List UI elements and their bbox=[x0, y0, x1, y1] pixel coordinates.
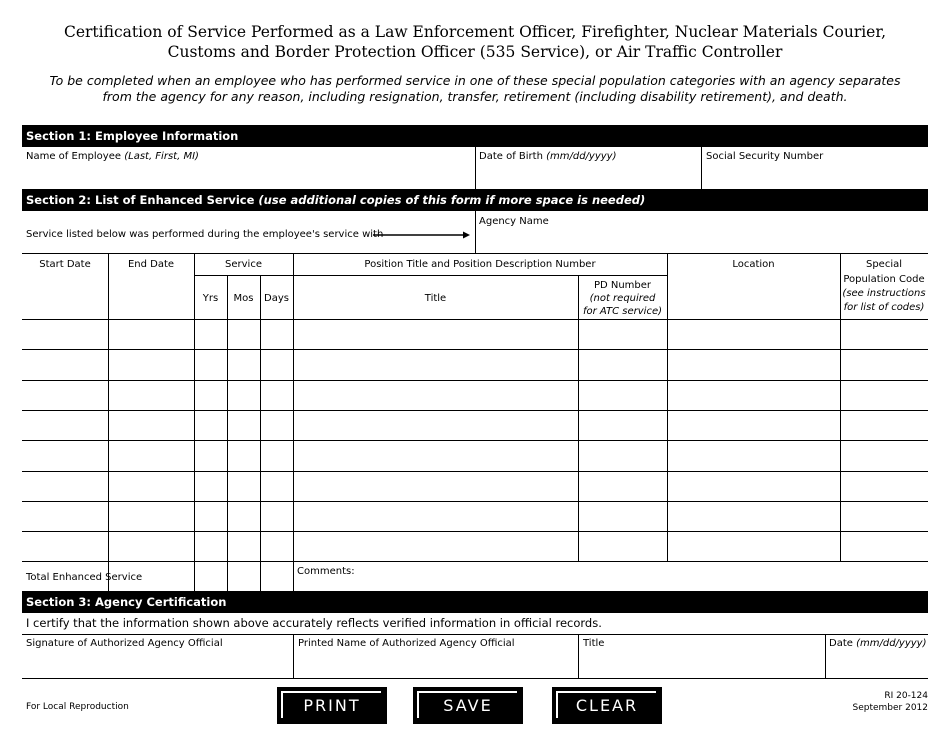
row-7-yrs-input[interactable] bbox=[196, 503, 226, 530]
col-mos: Mos bbox=[233, 293, 254, 304]
divider bbox=[667, 253, 668, 562]
row-1-yrs-input[interactable] bbox=[196, 321, 226, 348]
row-8-days-input[interactable] bbox=[262, 533, 292, 560]
col-yrs: Yrs bbox=[202, 293, 219, 304]
row-6-days-input[interactable] bbox=[262, 473, 292, 500]
agency-name-input[interactable] bbox=[478, 229, 926, 251]
row-8-pd-number-input[interactable] bbox=[580, 533, 666, 560]
form-number: RI 20-124 bbox=[884, 691, 928, 701]
row-3-mos-input[interactable] bbox=[229, 382, 259, 409]
divider bbox=[293, 253, 294, 591]
divider bbox=[22, 678, 928, 679]
divider bbox=[578, 275, 579, 562]
divider bbox=[108, 253, 109, 591]
divider bbox=[293, 562, 294, 591]
form-subtitle-line2: from the agency for any reason, including resignation, transfer, retirement (including disability retirement), and death. bbox=[102, 89, 848, 104]
row-6-yrs-input[interactable] bbox=[196, 473, 226, 500]
button-bevel bbox=[556, 691, 562, 718]
row-7-pd-number-input[interactable] bbox=[580, 503, 666, 530]
arrow-right-icon bbox=[373, 231, 471, 239]
divider bbox=[825, 634, 826, 678]
employee-name-input[interactable] bbox=[24, 166, 472, 188]
row-8-mos-input[interactable] bbox=[229, 533, 259, 560]
divider bbox=[22, 531, 928, 532]
row-5-start-date-input[interactable] bbox=[24, 442, 107, 469]
divider bbox=[22, 410, 928, 411]
divider bbox=[22, 349, 928, 350]
row-5-end-date-input[interactable] bbox=[110, 442, 193, 469]
row-6-mos-input[interactable] bbox=[229, 473, 259, 500]
form-title-line2: Customs and Border Protection Officer (535 Service), or Air Traffic Controller bbox=[167, 43, 783, 61]
row-3-end-date-input[interactable] bbox=[110, 382, 193, 409]
divider bbox=[22, 561, 928, 562]
row-6-special-code-input[interactable] bbox=[842, 473, 927, 500]
row-1-location-input[interactable] bbox=[669, 321, 839, 348]
row-2-mos-input[interactable] bbox=[229, 351, 259, 378]
row-4-start-date-input[interactable] bbox=[24, 412, 107, 439]
form-subtitle-line1: To be completed when an employee who has performed service in one of these special population categories with an agency separates bbox=[49, 73, 901, 88]
col-special: Special bbox=[865, 259, 903, 270]
row-3-start-date-input[interactable] bbox=[24, 382, 107, 409]
row-8-title-input[interactable] bbox=[295, 533, 577, 560]
divider bbox=[194, 275, 293, 276]
row-3-title-input[interactable] bbox=[295, 382, 577, 409]
col-days: Days bbox=[264, 293, 289, 304]
row-6-title-input[interactable] bbox=[295, 473, 577, 500]
comments-input[interactable] bbox=[297, 578, 926, 591]
row-3-pd-number-input[interactable] bbox=[580, 382, 666, 409]
form-title-line1: Certification of Service Performed as a Law Enforcement Officer, Firefighter, Nuclear Materials Courier, bbox=[63, 23, 886, 41]
divider bbox=[293, 275, 667, 276]
divider bbox=[578, 634, 579, 678]
divider bbox=[22, 634, 928, 635]
row-3-special-code-input[interactable] bbox=[842, 382, 927, 409]
row-2-title-input[interactable] bbox=[295, 351, 577, 378]
ssn-input[interactable] bbox=[704, 166, 926, 188]
col-location: Location bbox=[732, 259, 775, 270]
row-5-special-code-input[interactable] bbox=[842, 442, 927, 469]
row-7-mos-input[interactable] bbox=[229, 503, 259, 530]
official-title-input[interactable] bbox=[581, 652, 823, 676]
divider bbox=[293, 634, 294, 678]
agency-name-label: Agency Name bbox=[479, 216, 549, 227]
row-2-location-input[interactable] bbox=[669, 351, 839, 378]
total-mos-input[interactable] bbox=[228, 563, 259, 590]
cert-date-input[interactable] bbox=[828, 652, 926, 676]
divider bbox=[22, 380, 928, 381]
service-with-label: Service listed below was performed during the employee's service with bbox=[26, 229, 384, 240]
save-button[interactable] bbox=[413, 687, 523, 724]
printed-name-input[interactable] bbox=[296, 652, 576, 676]
printed-name-label: Printed Name of Authorized Agency Official bbox=[298, 638, 515, 649]
total-service-label: Total Enhanced Service bbox=[26, 572, 143, 583]
row-5-pd-number-input[interactable] bbox=[580, 442, 666, 469]
row-3-yrs-input[interactable] bbox=[196, 382, 226, 409]
row-1-start-date-input[interactable] bbox=[24, 321, 107, 348]
signature-label: Signature of Authorized Agency Official bbox=[26, 638, 223, 649]
signature-input[interactable] bbox=[24, 652, 290, 676]
row-5-mos-input[interactable] bbox=[229, 442, 259, 469]
row-6-location-input[interactable] bbox=[669, 473, 839, 500]
button-bevel bbox=[417, 691, 423, 718]
col-pd-number: PD Number bbox=[593, 280, 652, 291]
col-pd-note1: (not required bbox=[589, 293, 656, 304]
row-4-end-date-input[interactable] bbox=[110, 412, 193, 439]
section1-heading: Section 1: Employee Information bbox=[22, 125, 928, 147]
clear-button[interactable] bbox=[552, 687, 662, 724]
button-bevel bbox=[417, 691, 517, 693]
button-bevel bbox=[281, 691, 381, 693]
official-title-label: Title bbox=[583, 638, 605, 649]
dob-label: Date of Birth (mm/dd/yyyy) bbox=[479, 151, 617, 162]
row-4-special-code-input[interactable] bbox=[842, 412, 927, 439]
divider bbox=[701, 147, 702, 189]
row-5-days-input[interactable] bbox=[262, 442, 292, 469]
button-bevel bbox=[281, 691, 287, 718]
divider bbox=[475, 147, 476, 189]
section2-heading: Section 2: List of Enhanced Service (use additional copies of this form if more space is needed) bbox=[22, 189, 928, 211]
row-2-yrs-input[interactable] bbox=[196, 351, 226, 378]
row-4-location-input[interactable] bbox=[669, 412, 839, 439]
row-2-start-date-input[interactable] bbox=[24, 351, 107, 378]
row-8-start-date-input[interactable] bbox=[24, 533, 107, 560]
row-8-end-date-input[interactable] bbox=[110, 533, 193, 560]
row-1-mos-input[interactable] bbox=[229, 321, 259, 348]
row-2-pd-number-input[interactable] bbox=[580, 351, 666, 378]
row-7-location-input[interactable] bbox=[669, 503, 839, 530]
col-title: Title bbox=[424, 293, 447, 304]
row-5-yrs-input[interactable] bbox=[196, 442, 226, 469]
row-1-pd-number-input[interactable] bbox=[580, 321, 666, 348]
row-8-yrs-input[interactable] bbox=[196, 533, 226, 560]
col-special-note2: for list of codes) bbox=[843, 302, 925, 313]
divider bbox=[22, 253, 928, 254]
dob-input[interactable] bbox=[478, 166, 698, 188]
row-7-end-date-input[interactable] bbox=[110, 503, 193, 530]
divider bbox=[22, 471, 928, 472]
divider bbox=[840, 253, 841, 562]
divider bbox=[22, 501, 928, 502]
col-start-date: Start Date bbox=[39, 259, 91, 270]
row-1-end-date-input[interactable] bbox=[110, 321, 193, 348]
clear-button-label: CLEAR bbox=[575, 696, 639, 715]
col-end-date: End Date bbox=[127, 259, 175, 270]
row-3-location-input[interactable] bbox=[669, 382, 839, 409]
print-button[interactable] bbox=[277, 687, 387, 724]
ssn-label: Social Security Number bbox=[706, 151, 824, 162]
col-special-population: Population Code bbox=[843, 274, 925, 285]
section3-heading: Section 3: Agency Certification bbox=[22, 591, 928, 613]
row-5-title-input[interactable] bbox=[295, 442, 577, 469]
row-7-days-input[interactable] bbox=[262, 503, 292, 530]
row-4-yrs-input[interactable] bbox=[196, 412, 226, 439]
total-yrs-input[interactable] bbox=[195, 563, 226, 590]
row-7-title-input[interactable] bbox=[295, 503, 577, 530]
row-4-title-input[interactable] bbox=[295, 412, 577, 439]
cert-date-label: Date (mm/dd/yyyy) bbox=[829, 638, 927, 649]
row-6-pd-number-input[interactable] bbox=[580, 473, 666, 500]
col-position: Position Title and Position Description Number bbox=[364, 259, 596, 270]
row-6-end-date-input[interactable] bbox=[110, 473, 193, 500]
row-4-days-input[interactable] bbox=[262, 412, 292, 439]
form-date: September 2012 bbox=[852, 703, 928, 713]
divider bbox=[227, 275, 228, 591]
divider bbox=[194, 253, 195, 591]
col-pd-note2: for ATC service) bbox=[582, 306, 663, 317]
row-1-title-input[interactable] bbox=[295, 321, 577, 348]
divider bbox=[260, 275, 261, 591]
print-button-label: PRINT bbox=[303, 696, 361, 715]
row-7-start-date-input[interactable] bbox=[24, 503, 107, 530]
save-button-label: SAVE bbox=[443, 696, 493, 715]
divider bbox=[475, 211, 476, 253]
col-service: Service bbox=[225, 259, 262, 270]
col-special-note1: (see instructions bbox=[842, 288, 926, 299]
button-bevel bbox=[556, 691, 656, 693]
row-5-location-input[interactable] bbox=[669, 442, 839, 469]
row-8-special-code-input[interactable] bbox=[842, 533, 927, 560]
row-4-pd-number-input[interactable] bbox=[580, 412, 666, 439]
row-1-special-code-input[interactable] bbox=[842, 321, 927, 348]
row-3-days-input[interactable] bbox=[262, 382, 292, 409]
row-1-days-input[interactable] bbox=[262, 321, 292, 348]
employee-name-label: Name of Employee (Last, First, MI) bbox=[26, 151, 199, 162]
row-2-days-input[interactable] bbox=[262, 351, 292, 378]
divider bbox=[22, 440, 928, 441]
footer-reproduction: For Local Reproduction bbox=[26, 702, 129, 712]
row-2-end-date-input[interactable] bbox=[110, 351, 193, 378]
comments-label: Comments: bbox=[297, 566, 355, 577]
row-7-special-code-input[interactable] bbox=[842, 503, 927, 530]
total-days-input[interactable] bbox=[261, 563, 292, 590]
divider bbox=[22, 319, 928, 320]
row-8-location-input[interactable] bbox=[669, 533, 839, 560]
row-2-special-code-input[interactable] bbox=[842, 351, 927, 378]
certify-statement: I certify that the information shown above accurately reflects verified information in official records. bbox=[26, 616, 602, 630]
row-6-start-date-input[interactable] bbox=[24, 473, 107, 500]
row-4-mos-input[interactable] bbox=[229, 412, 259, 439]
